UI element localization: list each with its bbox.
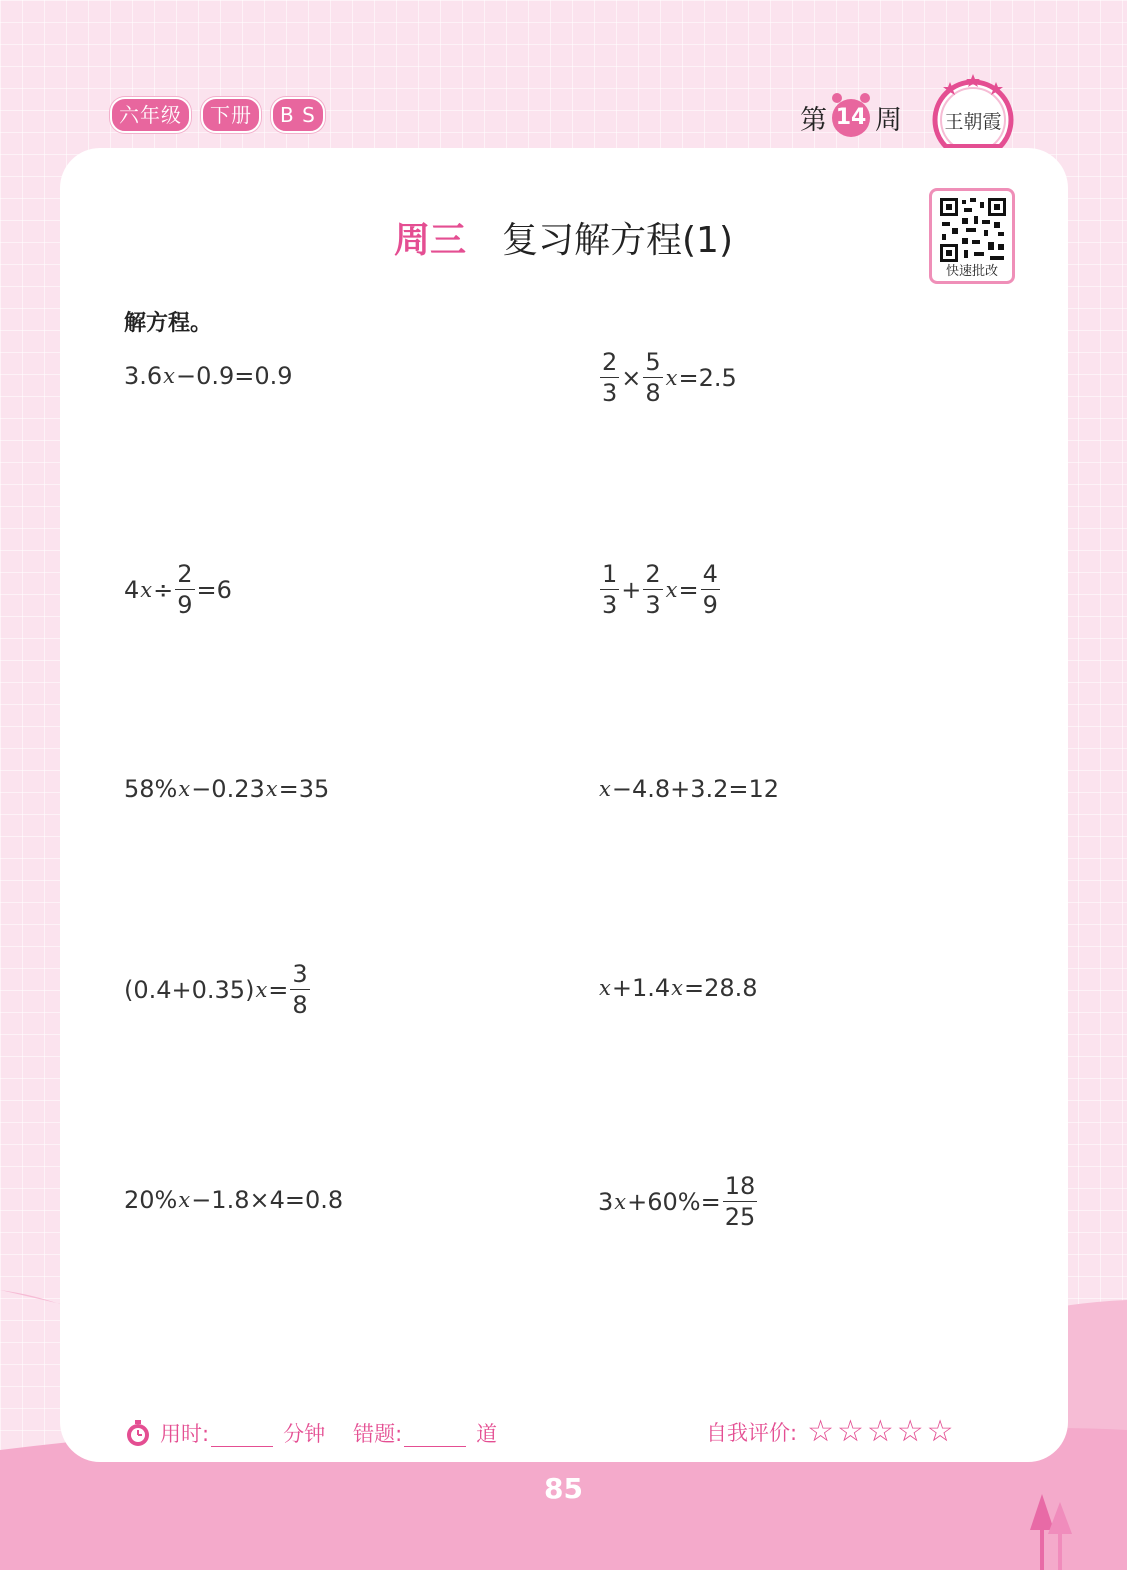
page-number: 85 [544,1472,583,1505]
qr-code-icon [938,196,1008,264]
equation-5: 58% x −0.23 x =35 [124,775,330,803]
arrow-decoration-icon [1030,1490,1080,1570]
week-number-badge: 14 [832,99,870,137]
title-topic: 复习解方程(1) [502,220,733,261]
week-prefix: 第 [800,105,827,136]
grade-tags [110,97,325,133]
self-evaluation [706,1414,957,1449]
equation-9: 20% x −1.8×4=0.8 [124,1186,344,1214]
volume-tag: 下册 [201,97,261,133]
equation-2: $\frac{2}{3}$ × $\frac{5}{8}$ x =2.5 [602,348,737,407]
time-label: 用时: [160,1422,210,1446]
rating-stars[interactable]: ☆☆☆☆☆ [807,1414,957,1449]
equation-6: x −4.8+3.2=12 [599,775,780,803]
equation-8: x +1.4 x =28.8 [599,974,758,1002]
time-blank[interactable] [211,1420,273,1447]
qr-code[interactable] [929,188,1015,284]
equation-4: $\frac{1}{3}$ + $\frac{2}{3}$ x = $\frac{4}{9}$ [602,560,718,619]
equation-3: 4 x ÷ $\frac{2}{9}$ =6 [124,560,232,619]
equation-1: 3.6 x −0.9=0.9 [124,362,293,390]
wrong-unit: 道 [476,1422,498,1446]
wrong-blank[interactable] [404,1420,466,1447]
grade-tag: 六年级 [110,97,191,133]
stopwatch-icon [124,1418,152,1448]
instruction: 解方程。 [124,311,213,336]
title-day: 周三 [393,220,466,261]
equation-7: (0.4+0.35) x = $\frac{3}{8}$ [124,960,308,1019]
equation-10: 3 x +60%= $\frac{18}{25}$ [598,1172,756,1231]
svg-text:王朝霞: 王朝霞 [944,111,1002,133]
edition-tag: B S [271,97,325,133]
eval-label: 自我评价: [706,1420,798,1445]
wrong-label: 错题: [353,1422,403,1446]
time-record [124,1418,497,1448]
time-unit: 分钟 [283,1422,326,1446]
qr-label: 快速批改 [945,264,998,279]
week-suffix: 周 [875,105,902,136]
week-indicator [800,98,902,137]
worksheet-card [60,148,1068,1462]
